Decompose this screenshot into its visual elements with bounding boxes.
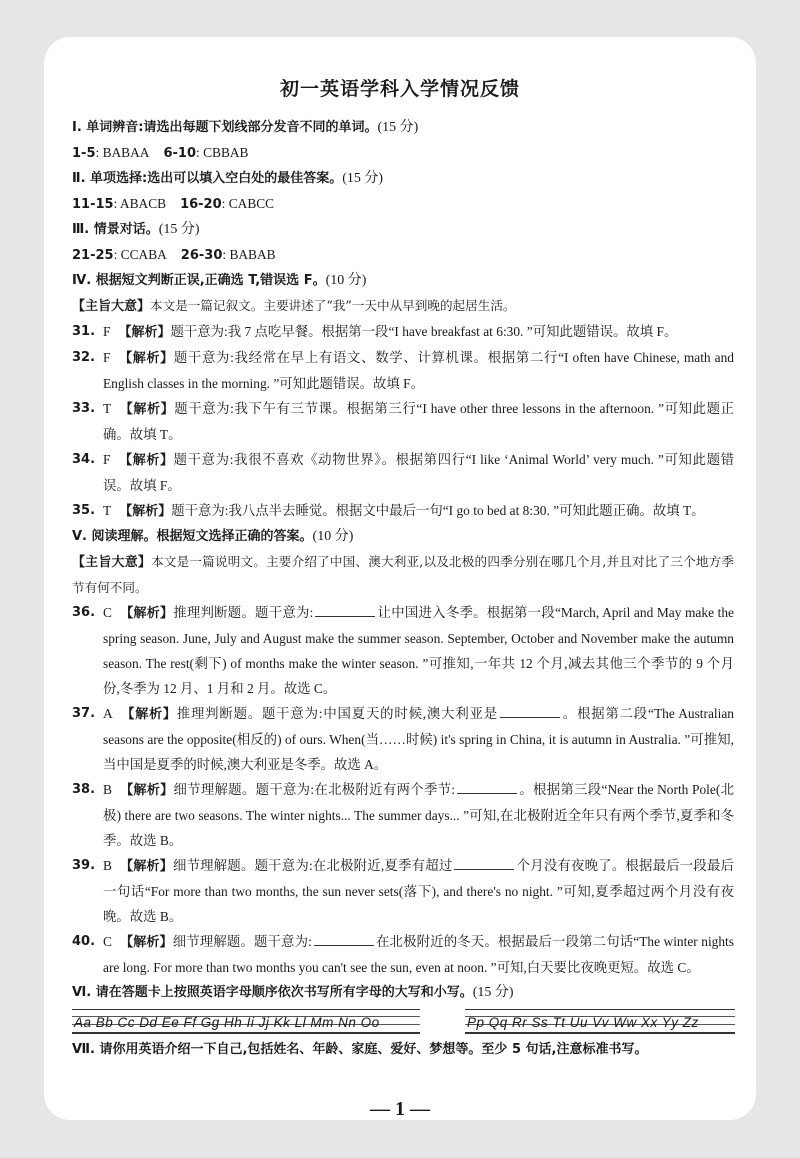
colon: :: [221, 196, 229, 211]
analysis-tag: 【解析】: [119, 935, 173, 950]
answer-letter: B: [103, 782, 112, 797]
analysis-text: 推理判断题。题干意为:: [173, 605, 314, 620]
colon: :: [113, 196, 120, 211]
analysis-text: 题干意为:我经常在早上有语文、数学、计算机课。根据第二行“I often have Chinese, math and English classes in the morning. ”可知此题错误。故填 F。: [103, 350, 734, 391]
answer-letter: B: [103, 858, 112, 873]
section-heading-text: Ⅲ. 情景对话。: [72, 222, 159, 237]
question-number: 33.: [72, 401, 96, 416]
section-heading: [72, 1037, 734, 1062]
analysis-text: 推理判断题。题干意为:中国夏天的时候,澳大利亚是: [176, 706, 498, 721]
section-points: (15 分): [158, 222, 200, 237]
analysis-text-cont: 个月没有夜晚了。根据最后一段最后一句话“For more than two months, the sun never sets(落下), and there's no night. ”可知,夏季超过两个月没有夜晚。故选 B。: [103, 858, 734, 924]
section-heading-text: Ⅵ. 请在答题卡上按照英语字母顺序依次书写所有字母的大写和小写。: [72, 985, 473, 1000]
main-idea-tag: 【主旨大意】: [72, 555, 152, 570]
main-idea: [72, 293, 734, 319]
handwriting-letters: Aa Bb Cc Dd Ee Ff Gg Hh Ii Jj Kk Ll Mm Nn Oo: [74, 1015, 380, 1030]
analysis-tag: 【解析】: [119, 859, 173, 874]
section-points: (15 分): [342, 171, 384, 186]
answer-range: 6-10: [163, 146, 196, 161]
analysis-text-cont: 。根据第三段“Near the North Pole(北极) there are two seasons. The winter nights... The summer days... ”可知,在北极附近全年只有两个季节,夏季和冬季。故选 B。: [103, 782, 734, 848]
section-heading: [72, 115, 734, 140]
answer-value: ABACB: [119, 196, 167, 211]
answer-value: BABAA: [102, 145, 150, 160]
section-heading: [72, 980, 734, 1005]
section-points: (15 分): [472, 985, 514, 1000]
answer-value: CABCC: [228, 196, 275, 211]
question-number: 31.: [72, 324, 96, 339]
blank-line: [457, 779, 517, 794]
section-heading: [72, 217, 734, 242]
section-heading: [72, 524, 734, 549]
section-points: (10 分): [325, 273, 367, 288]
section-heading-text: Ⅴ. 阅读理解。根据短文选择正确的答案。: [72, 529, 313, 544]
analysis-tag: 【解析】: [118, 453, 174, 468]
answer-key-line: [72, 242, 734, 268]
handwriting-lines-right: [465, 1009, 735, 1034]
colon: :: [113, 247, 121, 262]
handwriting-row: [72, 1007, 734, 1037]
analysis-tag: 【解析】: [118, 351, 174, 366]
analysis-tag: 【解析】: [119, 504, 172, 519]
question-number: 34.: [72, 452, 96, 467]
blank-line: [500, 703, 560, 718]
answer-key-line: [72, 191, 734, 217]
analysis-text: 题干意为:我 7 点吃早餐。根据第一段“I have breakfast at 6:30. ”可知此题错误。故填 F。: [170, 324, 678, 339]
answer-range: 21-25: [72, 248, 114, 263]
analysis-text: 题干意为:我很不喜欢《动物世界》。根据第四行“I like ‘Animal World’ very much. ”可知此题错误。故填 F。: [103, 452, 734, 493]
answer-value: CCABA: [120, 247, 167, 262]
question-number: 38.: [72, 782, 96, 797]
section-heading-text: Ⅶ. 请你用英语介绍一下自己,包括姓名、年龄、家庭、爱好、梦想等。至少 5 句话,注意标准书写。: [72, 1042, 648, 1057]
section-heading-text: Ⅳ. 根据短文判断正误,正确选 T,错误选 F。: [72, 273, 326, 288]
question-number: 37.: [72, 706, 96, 721]
analysis-text: 细节理解题。题干意为:: [172, 934, 312, 949]
answer-item: [72, 929, 734, 980]
answer-item: [72, 853, 734, 929]
page-number: — 1 —: [370, 1098, 430, 1120]
answer-item: [72, 447, 734, 498]
answer-range: 16-20: [180, 197, 222, 212]
answer-letter: T: [103, 401, 112, 416]
answer-value: CBBAB: [203, 145, 249, 160]
blank-line: [315, 602, 375, 617]
analysis-text-cont: 让中国进入冬季。根据第一段“March, April and May make the spring season. June, July and August make the summer season. September, October and November make the autumn season. The rest(剩下) of months make the winter season. ”可推知,一年共 12 个月,减去其他三个季节的 9 个月份,冬季为 12 月、1 月和 2 月。故选 C。: [103, 605, 734, 696]
analysis-text-cont: 。根据第二段“The Australian seasons are the opposite(相反的) of ours. When(当……时候) it's spring in China, it is autumn in Australia. ”可推知,当中国是夏季的时候,澳大利亚是冬季。故选 A。: [103, 706, 734, 772]
answer-value: BABAB: [229, 247, 276, 262]
question-number: 40.: [72, 934, 96, 949]
question-number: 35.: [72, 503, 96, 518]
section-points: (10 分): [312, 529, 354, 544]
handwriting-letters: Pp Qq Rr Ss Tt Uu Vv Ww Xx Yy Zz: [467, 1015, 699, 1030]
main-idea-text: 本文是一篇说明文。主要介绍了中国、澳大利亚,以及北极的四季分别在哪几个月,并且对比了三个地方季节有何不同。: [72, 554, 734, 595]
colon: :: [222, 247, 230, 262]
section-points: (15 分): [377, 120, 419, 135]
answer-content: [72, 115, 734, 1062]
answer-range: 11-15: [72, 197, 114, 212]
analysis-tag: 【解析】: [119, 402, 175, 417]
main-idea-text: 本文是一篇记叙文。主要讲述了“我”一天中从早到晚的起居生活。: [150, 298, 516, 313]
question-number: 32.: [72, 350, 96, 365]
answer-item: [72, 396, 734, 447]
analysis-tag: 【解析】: [119, 606, 174, 621]
analysis-tag: 【解析】: [118, 325, 171, 340]
answer-item: [72, 777, 734, 853]
answer-item: [72, 701, 734, 777]
section-heading-text: Ⅱ. 单项选择:选出可以填入空白处的最佳答案。: [72, 171, 343, 186]
answer-letter: C: [103, 605, 112, 620]
main-idea: [72, 549, 734, 600]
section-heading: [72, 268, 734, 293]
blank-line: [314, 931, 374, 946]
answer-letter: T: [103, 503, 112, 518]
section-heading: [72, 166, 734, 191]
handwriting-lines-left: [72, 1009, 420, 1034]
blank-line: [454, 855, 514, 870]
question-number: 39.: [72, 858, 96, 873]
analysis-text: 题干意为:我八点半去睡觉。根据文中最后一句“I go to bed at 8:30. ”可知此题正确。故填 T。: [171, 503, 705, 518]
answer-letter: F: [103, 350, 111, 365]
question-number: 36.: [72, 605, 96, 620]
answer-letter: C: [103, 934, 112, 949]
answer-letter: F: [103, 452, 111, 467]
main-idea-tag: 【主旨大意】: [72, 299, 151, 314]
page-title: 初一英语学科入学情况反馈: [279, 78, 520, 100]
analysis-text-cont: 在北极附近的冬天。根据最后一段第二句话“The winter nights are long. For more than two months you can't see the sun, even at noon. ”可知,白天要比夜晚更短。故选 C。: [103, 934, 734, 975]
answer-item: [72, 345, 734, 396]
analysis-tag: 【解析】: [119, 783, 174, 798]
answer-item: [72, 319, 734, 345]
analysis-text: 细节理解题。题干意为:在北极附近有两个季节:: [173, 782, 456, 797]
answer-letter: F: [103, 324, 111, 339]
colon: :: [196, 145, 204, 160]
answer-letter: A: [103, 706, 113, 721]
answer-item: [72, 498, 734, 524]
analysis-text: 细节理解题。题干意为:在北极附近,夏季有超过: [172, 858, 453, 873]
analysis-text: 题干意为:我下午有三节课。根据第三行“I have other three lessons in the afternoon. ”可知此题正确。故填 T。: [103, 401, 734, 442]
answer-key-line: [72, 140, 734, 166]
answer-range: 26-30: [180, 248, 223, 263]
section-heading-text: Ⅰ. 单词辨音:请选出每题下划线部分发音不同的单词。: [72, 120, 378, 135]
answer-item: [72, 600, 734, 701]
answer-range: 1-5: [72, 146, 96, 161]
colon: :: [95, 145, 103, 160]
analysis-tag: 【解析】: [120, 707, 177, 722]
